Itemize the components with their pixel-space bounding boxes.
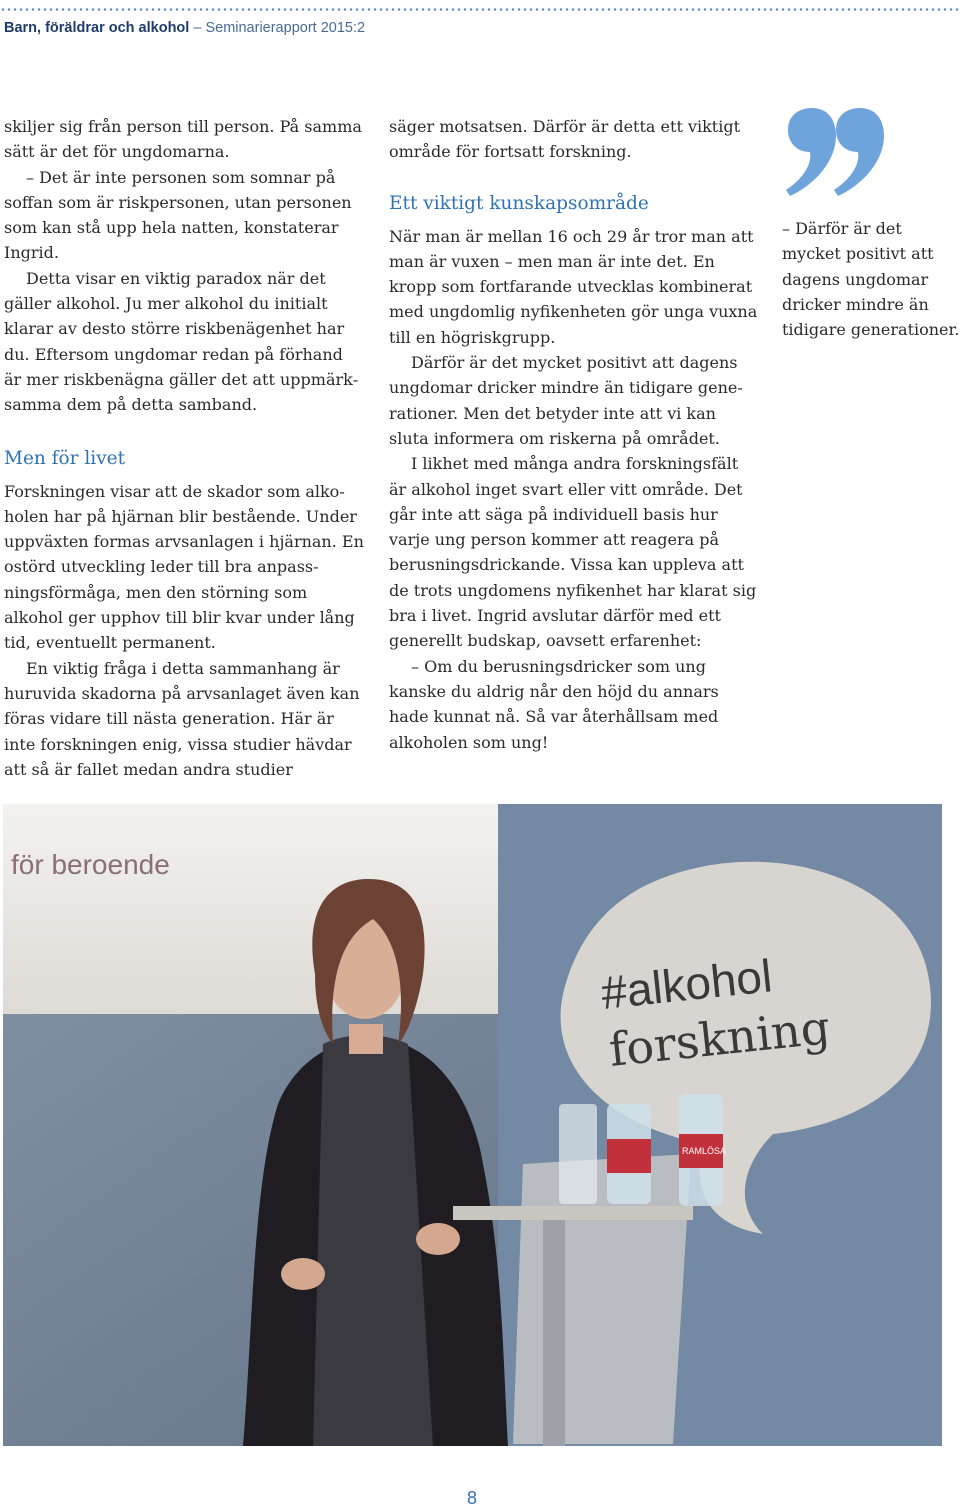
photo-illustration — [3, 804, 942, 1446]
section-heading: Men för livet — [4, 447, 126, 469]
paragraph: När man är mellan 16 och 29 år tror man att man är vuxen – men man är inte det. En kropp som fortfarande utvecklas kombinerat med ungdomlig nyfikenheten gör unga vuxna till en högriskgrupp. — [389, 226, 758, 347]
paragraph: I likhet med många andra forskningsfält är alkohol inget svart eller vitt område. Det går inte att säga på individuell basis hur varje ung person kommer att reagera på berusningsdrickande. Vissa kan uppleva att de trots ungdomens nyfikenhet har klarat sig bra i livet. Ingrid avslutar därför med ett generellt budskap, oavsett erfarenhet: — [389, 454, 757, 651]
bottle-label: RAMLÖSA — [682, 1146, 727, 1156]
paragraph: skiljer sig från person till person. På samma sätt är det för ungdomarna. — [4, 117, 362, 162]
publication-title: Barn, föräldrar och alkohol — [4, 20, 190, 36]
text-column-middle — [389, 114, 759, 755]
screen-text: för beroende — [11, 849, 170, 880]
paragraph: Detta visar en viktig paradox när det gäller alkohol. Ju mer alkohol du initialt klarar av desto större riskbenägenhet har du. Eftersom ungdomar redan på förhand är mer riskbenägna gäller det att uppmärksamma dem på detta samband. — [4, 268, 359, 415]
lectern-top — [453, 1206, 693, 1220]
paragraph: – Det är inte personen som somnar på soffan som är riskpersonen, utan personen som kan stå upp hela natten, konstaterar Ingrid. — [4, 167, 352, 263]
paragraph: Forskningen visar att de skador som alkoholen har på hjärnan blir bestående. Under uppväxten formas arvsanlagen i hjärnan. En ostörd utveckling leder till bra anpassningsförmåga, men den störning som alkohol ger upphov till blir kvar under lång tid, eventuellt permanent. — [4, 481, 364, 653]
paragraph: Därför är det mycket positivt att dagens ungdomar dricker mindre än tidigare generationer. Men det betyder inte att vi kan sluta informera om riskerna på området. — [389, 353, 743, 448]
quotation-mark-icon — [786, 108, 886, 198]
conference-photo — [3, 804, 942, 1446]
running-head: Barn, föräldrar och alkohol – Seminarierapport 2015:2 — [4, 20, 366, 36]
page-number: 8 — [466, 1488, 477, 1508]
section-heading: Ett viktigt kunskapsområde — [389, 192, 649, 214]
publication-subtitle: Seminarierapport 2015:2 — [205, 20, 366, 36]
glass — [559, 1104, 597, 1204]
pull-quote — [782, 216, 960, 342]
paragraph: säger motsatsen. Därför är detta ett viktigt område för fortsatt forskning. — [389, 117, 741, 162]
projector-screen — [3, 804, 498, 1014]
text-column-left — [4, 114, 364, 782]
lectern-stand — [543, 1220, 565, 1446]
bubble-text-forskning: forskning — [606, 1000, 833, 1077]
bubble-text-hashtag: #alkohol — [598, 949, 775, 1019]
paragraph: – Om du berusningsdricker som ung kanske du aldrig når den höjd du annars hade kunnat nå. Så var återhållsam med alkoholen som ung! — [389, 656, 719, 752]
laptop — [513, 1154, 691, 1444]
paragraph: En viktig fråga i detta sammanhang är huruvida skadorna på arvsanlaget även kan föras vidare till nästa generation. Här är inte forskningen enig, vissa studier hävdar att så är fallet medan andra studier — [4, 658, 360, 779]
pull-quote-text: – Därför är det mycket positivt att dagens ungdomar dricker mindre än tidigare generationer. — [782, 219, 960, 340]
header-dotted-rule — [0, 8, 960, 11]
